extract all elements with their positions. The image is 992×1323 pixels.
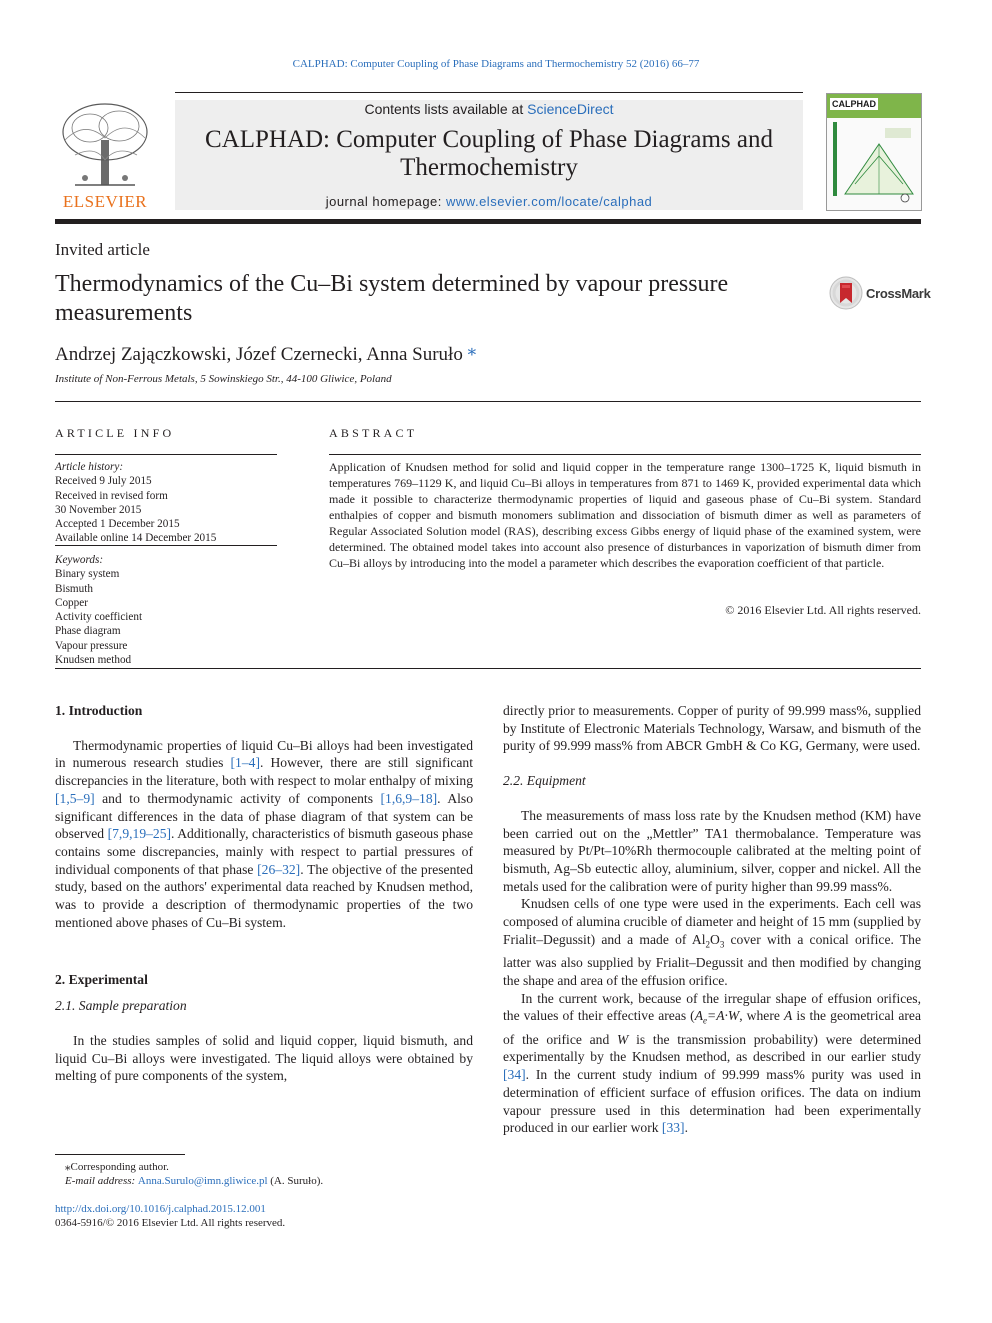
subsection-heading: 2.2. Equipment: [503, 773, 586, 789]
history-item: 30 November 2015: [55, 503, 142, 516]
keyword: Phase diagram: [55, 625, 121, 638]
sample-preparation-paragraph: In the studies samples of solid and liquid copper, liquid bismuth, and liquid Cu–Bi alloys were investigated. The liquid alloys were obtained by melting of pure components of the system,: [55, 1032, 473, 1084]
citation-link[interactable]: [1,6,9–18]: [380, 790, 438, 806]
history-item: Available online 14 December 2015: [55, 532, 217, 545]
citation-link[interactable]: [1,5–9]: [55, 790, 95, 806]
abstract-bottom-rule: [55, 668, 921, 669]
citation-link[interactable]: [26–32]: [257, 861, 301, 877]
intro-paragraph: Thermodynamic properties of liquid Cu–Bi alloys had been investigated in numerous research studies [1–4]. However, there are still significant discrepancies in the literature, both with respect to molar enthalpy of mixing [1,5–9] and to thermodynamic activity of components [1,6,9–18]. Also significant differences in the data of phase diagram of that system can be observed [7,9,19–25]. Additionally, characteristics of bismuth gaseous phase contains some discrepancies, mainly with respect to partial pressures of individual components of that phase [26–32]. The objective of the presented study, based on the authors' experimental data reached by Knudsen method, was to provide a description of thermodynamic properties of the two mentioned above phases of Cu–Bi system.: [55, 737, 473, 930]
history-rule: [55, 545, 277, 546]
keyword: Copper: [55, 596, 88, 609]
abstract-heading: ABSTRACT: [329, 426, 418, 440]
keyword: Vapour pressure: [55, 639, 128, 652]
article-title: Thermodynamics of the Cu–Bi system determined by vapour pressure measurements: [55, 271, 729, 326]
cover-figure-icon: [841, 124, 917, 204]
subsection-heading: 2.1. Sample preparation: [55, 998, 187, 1014]
left-column: [55, 702, 473, 1085]
authors-text: Andrzej Zajączkowski, Józef Czernecki, Anna Suruło: [55, 344, 463, 365]
knudsen-cells-paragraph: Knudsen cells of one type were used in the experiments. Each cell was composed of alumina crucible of diameter and height of 15 mm (supplied by Frialit–Degussit) and a made of $Al_2O_3$ cover with a conical orifice. The latter was also supplied by Frialit–Degussit and then modified by changing the shape and area of the effusion orifice.: [503, 896, 921, 988]
homepage-prefix: journal homepage:: [325, 194, 447, 209]
section-heading: 1. Introduction: [55, 703, 143, 718]
citation-link[interactable]: [34]: [503, 1067, 526, 1083]
sciencedirect-link[interactable]: ScienceDirect: [527, 101, 614, 117]
elsevier-wordmark: ELSEVIER: [62, 192, 148, 211]
history-item: Received in revised form: [55, 489, 168, 502]
sample-preparation-continued: directly prior to measurements. Copper of purity of 99.999 mass%, supplied by Institute of Electronic Materials Technology, Warsaw, and bismuth of the purity of 99.999 mass% from ABCR GmbH & Co KG, Germany, were used.: [503, 703, 921, 754]
citation-link[interactable]: [7,9,19–25]: [107, 826, 172, 842]
homepage-line: [175, 194, 803, 209]
footnote: [55, 1160, 473, 1230]
journal-reference[interactable]: CALPHAD: Computer Coupling of Phase Diagrams and Thermochemistry 52 (2016) 66–77: [292, 58, 700, 70]
affiliation: Institute of Non-Ferrous Metals, 5 Sowinskiego Str., 44-100 Gliwice, Poland: [55, 373, 392, 385]
keywords: [55, 553, 277, 667]
history-item: Accepted 1 December 2015: [55, 518, 180, 531]
homepage-link[interactable]: www.elsevier.com/locate/calphad: [446, 194, 653, 209]
effective-area-paragraph: In the current work, because of the irregular shape of effusion orifices, the values of their effective areas ($A_e=A\cdot W$, where A is the geometrical area of the orifice and W is the transmission probability) were determined experimentally by the Knudsen method, as described in our earlier study [34]. In the current study indium of 99.999 mass% purity was used in determination of efficient surface of effusion orifices. The data on indium vapour pressure used in this determination had been experimentally produced in our earlier work [33].: [503, 990, 922, 1136]
email-owner: (A. Suruło).: [267, 1175, 324, 1187]
footnote-rule: [55, 1154, 185, 1155]
issn-line: 0364-5916/© 2016 Elsevier Ltd. All rights reserved.: [55, 1217, 286, 1229]
corresponding-author-note: ⁎Corresponding author.: [65, 1161, 169, 1173]
keywords-label: Keywords:: [55, 554, 104, 566]
citation-link[interactable]: [33]: [661, 1120, 685, 1136]
right-column: [503, 702, 921, 1137]
article-type: Invited article: [55, 240, 150, 259]
crossmark-icon[interactable]: [829, 276, 863, 315]
abstract-rule: [329, 454, 921, 455]
header-main-rule: [55, 219, 921, 224]
doi-link[interactable]: http://dx.doi.org/10.1016/j.calphad.2015.12.001: [55, 1203, 266, 1215]
header-top-rule: [175, 92, 803, 93]
info-top-rule: [55, 401, 921, 402]
article-info-heading: ARTICLE INFO: [55, 426, 175, 440]
equipment-paragraph: The measurements of mass loss rate by the Knudsen method (KM) have been carried out on the „Mettler” TA1 thermobalance. Temperature was measured by Pt/Pt–10%Rh thermocouple calibrated at the melting point of bismuth, Ag–Sb eutectic alloy, aluminium, silver, copper and nickel. All the metals used for the calibration were of purity higher than 99.99 mass%.: [503, 807, 921, 894]
journal-title: CALPHAD: Computer Coupling of Phase Diagrams and Thermochemistry: [204, 126, 773, 181]
crossmark-label[interactable]: CrossMark: [866, 286, 931, 301]
citation-link[interactable]: [1–4]: [230, 755, 260, 771]
cover-title: CALPHAD: [832, 99, 876, 109]
history-item: Received 9 July 2015: [55, 475, 152, 488]
section-heading: 2. Experimental: [55, 972, 148, 988]
article-history: [55, 460, 277, 546]
cover-side-bar: [833, 122, 837, 196]
email-label: E-mail address:: [65, 1175, 138, 1187]
abstract-copyright: © 2016 Elsevier Ltd. All rights reserved.: [725, 603, 921, 617]
contents-prefix: Contents lists available at: [364, 101, 528, 117]
keyword: Binary system: [55, 568, 120, 581]
keyword: Activity coefficient: [55, 611, 143, 624]
corresponding-author-mark[interactable]: ⁎: [467, 340, 477, 359]
article-info-rule: [55, 454, 277, 455]
abstract-text: Application of Knudsen method for solid and liquid copper in the temperature range 1300–1725 K, liquid bismuth in temperatures 769–1129 K, and liquid Cu–Bi alloys in temperatures from 871 to 1469 K, provided experimental data which made it possible to characterize thermodynamic properties of liquid and gaseous phase of Cu–Bi system. Standard enthalpies of copper and bismuth monomers sublimation and dissociation of bismuth dimer as well as parameters of Regular Associated Solution model (RAS), describing excess Gibbs energy of liquid phase of the examined system, were determined. The obtained model takes into account also presence of disturbances in vaporization of bismuth dimer from Cu–Bi alloys by introducing into the model a parameter which describes the evaporation coefficient of that particle.: [329, 460, 921, 570]
author-list: [55, 340, 476, 366]
keyword: Bismuth: [55, 582, 93, 595]
contents-line: [175, 101, 803, 117]
journal-cover-thumbnail[interactable]: [826, 93, 922, 211]
history-label: Article history:: [55, 461, 124, 473]
keyword: Knudsen method: [55, 654, 132, 667]
email-link[interactable]: Anna.Surulo@imn.gliwice.pl: [137, 1175, 268, 1187]
